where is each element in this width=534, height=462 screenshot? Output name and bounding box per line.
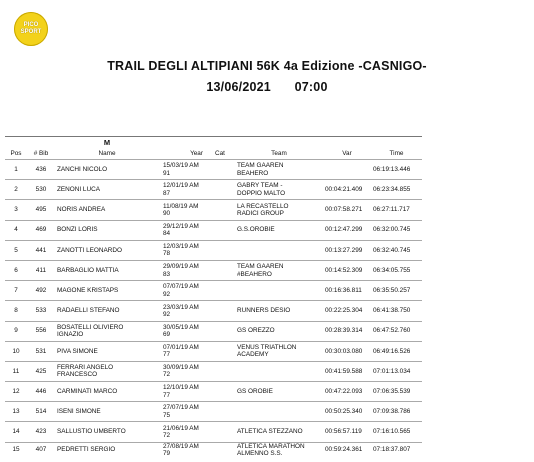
cell-year xyxy=(159,240,205,260)
cell-name xyxy=(55,281,159,301)
cell-name xyxy=(55,361,159,381)
cell-name xyxy=(55,402,159,422)
cell-var xyxy=(323,281,371,301)
cell-pos xyxy=(5,382,27,402)
cell-bib-line-1: 514 xyxy=(35,408,47,416)
cell-year-line-1: 29/12/19 AM xyxy=(163,222,199,230)
cell-bib xyxy=(27,442,55,457)
cell-cat xyxy=(205,180,235,200)
cell-year-line-2: 69 xyxy=(163,331,171,339)
cell-team-line-1: G.S.OROBIE xyxy=(237,226,275,234)
cell-var-line-1: 00:04:21.409 xyxy=(325,186,363,194)
cell-year xyxy=(159,442,205,457)
cell-team xyxy=(235,180,323,200)
cell-year-line-2: 84 xyxy=(163,230,171,238)
cell-bib-line-1: 441 xyxy=(35,246,47,254)
cell-name xyxy=(55,382,159,402)
cell-bib xyxy=(27,341,55,361)
cell-year-line-1: 12/10/19 AM xyxy=(163,384,199,392)
cell-cat xyxy=(205,402,235,422)
cell-name-line-1: MAGONE KRISTAPS xyxy=(57,287,119,295)
cell-time-line-1: 07:18:37.807 xyxy=(373,446,411,454)
cell-name-line-1: BONZI LORIS xyxy=(57,226,98,234)
cell-var xyxy=(323,220,371,240)
cell-var-line-1: 00:16:36.811 xyxy=(325,287,362,295)
cell-team xyxy=(235,402,323,422)
col-header-year: Year xyxy=(190,150,203,157)
cell-year-line-1: 12/03/19 AM xyxy=(163,242,199,250)
cell-name xyxy=(55,200,159,220)
col-header-time: Time xyxy=(389,150,404,157)
cell-var xyxy=(323,160,371,180)
cell-var xyxy=(323,341,371,361)
cell-name-line-1: BARBAGLIO MATTIA xyxy=(57,266,119,274)
cell-var xyxy=(323,200,371,220)
pico-sport-logo xyxy=(14,12,48,46)
cell-pos-line-1: 12 xyxy=(12,387,20,395)
cell-bib xyxy=(27,220,55,240)
cell-cat xyxy=(205,321,235,341)
cell-name-line-1: PIVA SIMONE xyxy=(57,347,98,355)
race-time: 07:00 xyxy=(294,80,328,94)
cell-time xyxy=(371,281,422,301)
cell-pos xyxy=(5,321,27,341)
cell-year-line-1: 12/01/19 AM xyxy=(163,182,199,190)
cell-team-line-2: #BEAHERO xyxy=(237,270,272,278)
cell-name xyxy=(55,422,159,442)
table-row xyxy=(5,301,422,321)
cell-var xyxy=(323,240,371,260)
cell-name xyxy=(55,442,159,457)
cell-pos-line-1: 1 xyxy=(14,165,18,173)
cell-var-line-1: 00:14:52.309 xyxy=(325,266,363,274)
cell-team xyxy=(235,220,323,240)
cell-team-line-1: GS OREZZO xyxy=(237,327,275,335)
cell-var xyxy=(323,301,371,321)
cell-year xyxy=(159,341,205,361)
cell-team-line-2: DOPPIO MALTO xyxy=(237,189,286,197)
col-header-bib: # Bib xyxy=(33,150,49,157)
gender-header-row xyxy=(5,137,422,149)
cell-team-line-2: BEAHERO xyxy=(237,169,269,177)
table-row xyxy=(5,240,422,260)
cell-cat xyxy=(205,260,235,280)
cell-year xyxy=(159,180,205,200)
cell-time xyxy=(371,220,422,240)
cell-pos-line-1: 14 xyxy=(12,428,20,436)
cell-pos xyxy=(5,180,27,200)
cell-team xyxy=(235,361,323,381)
cell-year xyxy=(159,281,205,301)
cell-year xyxy=(159,321,205,341)
cell-year-line-2: 87 xyxy=(163,189,171,197)
cell-pos xyxy=(5,160,27,180)
cell-year-line-2: 90 xyxy=(163,209,171,217)
cell-time-line-1: 06:34:05.755 xyxy=(373,266,411,274)
cell-name-line-1: SALLUSTIO UMBERTO xyxy=(57,428,126,436)
race-title: TRAIL DEGLI ALTIPIANI 56K 4a Edizione -CASNIGO- xyxy=(107,59,427,73)
cell-name xyxy=(55,321,159,341)
cell-year-line-2: 77 xyxy=(163,351,171,359)
cell-time-line-1: 06:32:40.745 xyxy=(373,246,411,254)
cell-name-line-1: FERRARI ANGELO xyxy=(57,364,114,372)
cell-year-line-1: 07/07/19 AM xyxy=(163,283,199,291)
cell-time xyxy=(371,402,422,422)
cell-cat xyxy=(205,301,235,321)
cell-year-line-1: 11/08/19 AM xyxy=(163,202,199,210)
cell-year-line-1: 30/05/19 AM xyxy=(163,323,199,331)
cell-year-line-1: 23/03/19 AM xyxy=(163,303,199,311)
cell-team-line-1: TEAM GAAREN xyxy=(237,162,284,170)
cell-pos-line-1: 15 xyxy=(12,446,20,454)
cell-bib xyxy=(27,281,55,301)
cell-time-line-1: 06:47:52.760 xyxy=(373,327,411,335)
cell-bib-line-1: 492 xyxy=(35,287,47,295)
cell-year-line-1: 15/03/19 AM xyxy=(163,162,199,170)
cell-name-line-1: BOSATELLI OLIVIERO xyxy=(57,323,124,331)
table-row xyxy=(5,442,422,457)
cell-time xyxy=(371,321,422,341)
cell-bib xyxy=(27,361,55,381)
cell-team-line-2: RADICI GROUP xyxy=(237,209,284,217)
cell-team xyxy=(235,321,323,341)
cell-var-line-1: 00:13:27.299 xyxy=(325,246,363,254)
cell-cat xyxy=(205,281,235,301)
cell-year-line-2: 83 xyxy=(163,270,171,278)
cell-pos xyxy=(5,361,27,381)
cell-var-line-1: 00:59:24.361 xyxy=(325,446,363,454)
table-row xyxy=(5,180,422,200)
cell-bib-line-1: 425 xyxy=(35,367,47,375)
table-row xyxy=(5,382,422,402)
cell-cat xyxy=(205,422,235,442)
cell-pos-line-1: 11 xyxy=(12,367,20,375)
cell-name xyxy=(55,260,159,280)
cell-team-line-2: ACADEMY xyxy=(237,351,269,359)
cell-bib xyxy=(27,240,55,260)
cell-pos-line-1: 10 xyxy=(12,347,20,355)
cell-name-line-1: ISENI SIMONE xyxy=(57,408,101,416)
cell-var-line-1: 00:07:58.271 xyxy=(325,206,363,214)
cell-team-line-2: ALMENNO S.S. xyxy=(237,450,283,458)
cell-pos-line-1: 7 xyxy=(14,287,18,295)
cell-var-line-1: 00:28:39.314 xyxy=(325,327,363,335)
cell-year-line-2: 91 xyxy=(163,169,171,177)
cell-bib-line-1: 469 xyxy=(35,226,47,234)
cell-time xyxy=(371,301,422,321)
col-header-name: Name xyxy=(98,150,116,157)
cell-time xyxy=(371,160,422,180)
cell-time-line-1: 07:16:10.565 xyxy=(373,428,411,436)
cell-pos xyxy=(5,402,27,422)
cell-name-line-2: FRANCESCO xyxy=(57,371,98,379)
cell-year-line-2: 92 xyxy=(163,310,171,318)
cell-pos xyxy=(5,200,27,220)
table-row xyxy=(5,402,422,422)
cell-year xyxy=(159,220,205,240)
cell-name-line-1: PEDRETTI SERGIO xyxy=(57,446,116,454)
cell-team xyxy=(235,301,323,321)
cell-team-line-1: ATLETICA STEZZANO xyxy=(237,428,303,436)
cell-bib xyxy=(27,382,55,402)
cell-pos xyxy=(5,260,27,280)
cell-var xyxy=(323,402,371,422)
cell-name-line-2: IGNAZIO xyxy=(57,331,84,339)
cell-var xyxy=(323,260,371,280)
cell-year-line-2: 72 xyxy=(163,371,171,379)
cell-year xyxy=(159,361,205,381)
cell-year xyxy=(159,200,205,220)
cell-time-line-1: 07:01:13.034 xyxy=(373,367,411,375)
cell-team-line-1: VENUS TRIATHLON xyxy=(237,343,297,351)
cell-bib-line-1: 436 xyxy=(35,165,47,173)
cell-var-line-1: 00:30:03.080 xyxy=(325,347,363,355)
cell-time-line-1: 06:41:38.750 xyxy=(373,307,411,315)
cell-team xyxy=(235,260,323,280)
cell-time xyxy=(371,422,422,442)
cell-name-line-1: NORIS ANDREA xyxy=(57,206,106,214)
cell-bib-line-1: 530 xyxy=(35,186,47,194)
table-row xyxy=(5,321,422,341)
cell-time-line-1: 06:49:16.526 xyxy=(373,347,411,355)
cell-bib-line-1: 407 xyxy=(35,446,47,454)
cell-bib xyxy=(27,200,55,220)
cell-year-line-2: 79 xyxy=(163,450,171,458)
cell-team-line-1: ATLETICA MARATHON xyxy=(237,442,305,450)
cell-year-line-2: 75 xyxy=(163,411,171,419)
col-header-var: Var xyxy=(342,150,352,157)
cell-time xyxy=(371,180,422,200)
cell-cat xyxy=(205,361,235,381)
cell-pos xyxy=(5,301,27,321)
cell-bib xyxy=(27,422,55,442)
cell-team xyxy=(235,382,323,402)
cell-var-line-1: 00:56:57.119 xyxy=(325,428,362,436)
cell-bib xyxy=(27,321,55,341)
cell-var-line-1: 00:12:47.299 xyxy=(325,226,363,234)
cell-bib-line-1: 533 xyxy=(35,307,47,315)
cell-time xyxy=(371,382,422,402)
cell-var xyxy=(323,422,371,442)
cell-year xyxy=(159,160,205,180)
cell-team xyxy=(235,422,323,442)
results-table xyxy=(5,136,422,457)
table-row xyxy=(5,220,422,240)
cell-time xyxy=(371,361,422,381)
cell-name-line-1: RADAELLI STEFANO xyxy=(57,307,120,315)
column-header-row xyxy=(5,148,422,160)
cell-cat xyxy=(205,220,235,240)
cell-name xyxy=(55,220,159,240)
cell-team-line-1: LA RECASTELLO xyxy=(237,202,289,210)
table-row xyxy=(5,160,422,180)
logo-line-1: PICO xyxy=(23,22,39,28)
cell-team-line-1: GABRY TEAM - xyxy=(237,182,283,190)
table-row xyxy=(5,422,422,442)
cell-name xyxy=(55,341,159,361)
cell-year-line-1: 21/06/19 AM xyxy=(163,424,199,432)
cell-name-line-1: ZENONI LUCA xyxy=(57,186,100,194)
cell-name xyxy=(55,301,159,321)
table-row xyxy=(5,200,422,220)
cell-time-line-1: 06:23:34.855 xyxy=(373,186,411,194)
cell-pos xyxy=(5,341,27,361)
cell-bib xyxy=(27,180,55,200)
cell-bib-line-1: 495 xyxy=(35,206,47,214)
cell-year xyxy=(159,402,205,422)
cell-cat xyxy=(205,200,235,220)
cell-year xyxy=(159,422,205,442)
cell-bib xyxy=(27,402,55,422)
col-header-pos: Pos xyxy=(10,150,22,157)
cell-var-line-1: 00:41:59.588 xyxy=(325,367,363,375)
cell-time-line-1: 06:35:50.257 xyxy=(373,287,411,295)
cell-name-line-1: CARMINATI MARCO xyxy=(57,387,118,395)
cell-pos-line-1: 4 xyxy=(14,226,18,234)
cell-pos-line-1: 5 xyxy=(14,246,18,254)
cell-cat xyxy=(205,341,235,361)
cell-year xyxy=(159,382,205,402)
cell-team xyxy=(235,341,323,361)
cell-pos-line-1: 8 xyxy=(14,307,18,315)
cell-pos xyxy=(5,220,27,240)
cell-bib xyxy=(27,160,55,180)
cell-year-line-1: 29/09/19 AM xyxy=(163,263,199,271)
cell-bib-line-1: 556 xyxy=(35,327,47,335)
cell-time-line-1: 07:09:38.786 xyxy=(373,408,411,416)
cell-time xyxy=(371,442,422,457)
cell-year-line-2: 78 xyxy=(163,250,171,258)
logo-line-2: SPORT xyxy=(20,29,42,35)
cell-year-line-1: 30/09/19 AM xyxy=(163,364,199,372)
cell-time xyxy=(371,200,422,220)
cell-team xyxy=(235,281,323,301)
race-date: 13/06/2021 xyxy=(206,80,271,94)
cell-team-line-1: GS OROBIE xyxy=(237,387,273,395)
cell-bib-line-1: 423 xyxy=(35,428,47,436)
cell-var xyxy=(323,180,371,200)
cell-name xyxy=(55,160,159,180)
cell-cat xyxy=(205,240,235,260)
cell-cat xyxy=(205,382,235,402)
cell-team-line-1: TEAM GAAREN xyxy=(237,263,284,271)
cell-time-line-1: 06:32:00.745 xyxy=(373,226,411,234)
cell-team xyxy=(235,160,323,180)
col-header-team: Team xyxy=(271,150,287,157)
cell-var xyxy=(323,361,371,381)
gender-label: M xyxy=(55,137,159,149)
cell-time-line-1: 06:27:11.717 xyxy=(373,206,410,214)
cell-cat xyxy=(205,442,235,457)
cell-bib-line-1: 531 xyxy=(35,347,47,355)
cell-pos-line-1: 6 xyxy=(14,266,18,274)
cell-time-line-1: 06:19:13.446 xyxy=(373,165,411,173)
col-header-cat: Cat xyxy=(215,150,225,157)
cell-name-line-1: ZANCHI NICOLO xyxy=(57,165,108,173)
cell-time-line-1: 07:06:35.539 xyxy=(373,387,411,395)
cell-pos-line-1: 3 xyxy=(14,206,18,214)
cell-time xyxy=(371,240,422,260)
cell-bib xyxy=(27,260,55,280)
table-row xyxy=(5,281,422,301)
cell-year xyxy=(159,301,205,321)
cell-pos xyxy=(5,240,27,260)
cell-name xyxy=(55,180,159,200)
cell-pos xyxy=(5,442,27,457)
table-row xyxy=(5,260,422,280)
cell-pos-line-1: 13 xyxy=(12,408,20,416)
cell-name xyxy=(55,240,159,260)
cell-team xyxy=(235,200,323,220)
cell-var xyxy=(323,442,371,457)
cell-team xyxy=(235,442,323,457)
table-row xyxy=(5,341,422,361)
cell-pos-line-1: 9 xyxy=(14,327,18,335)
cell-year-line-1: 27/08/19 AM xyxy=(163,442,199,450)
race-datetime xyxy=(0,80,534,94)
cell-year xyxy=(159,260,205,280)
cell-team xyxy=(235,240,323,260)
cell-name-line-1: ZANOTTI LEONARDO xyxy=(57,246,122,254)
cell-var-line-1: 00:50:25.340 xyxy=(325,408,363,416)
cell-var xyxy=(323,321,371,341)
cell-var-line-1: 00:22:25.304 xyxy=(325,307,363,315)
table-row xyxy=(5,361,422,381)
cell-pos xyxy=(5,422,27,442)
cell-pos xyxy=(5,281,27,301)
cell-bib-line-1: 411 xyxy=(35,266,47,274)
cell-cat xyxy=(205,160,235,180)
cell-var xyxy=(323,382,371,402)
cell-year-line-2: 72 xyxy=(163,432,171,440)
cell-year-line-2: 77 xyxy=(163,391,171,399)
cell-pos-line-1: 2 xyxy=(14,186,18,194)
cell-time xyxy=(371,341,422,361)
cell-bib xyxy=(27,301,55,321)
cell-year-line-1: 07/01/19 AM xyxy=(163,343,199,351)
cell-time xyxy=(371,260,422,280)
cell-bib-line-1: 446 xyxy=(35,387,47,395)
cell-team-line-1: RUNNERS DESIO xyxy=(237,307,291,315)
cell-year-line-2: 92 xyxy=(163,290,171,298)
cell-year-line-1: 27/07/19 AM xyxy=(163,404,199,412)
cell-var-line-1: 00:47:22.093 xyxy=(325,387,363,395)
